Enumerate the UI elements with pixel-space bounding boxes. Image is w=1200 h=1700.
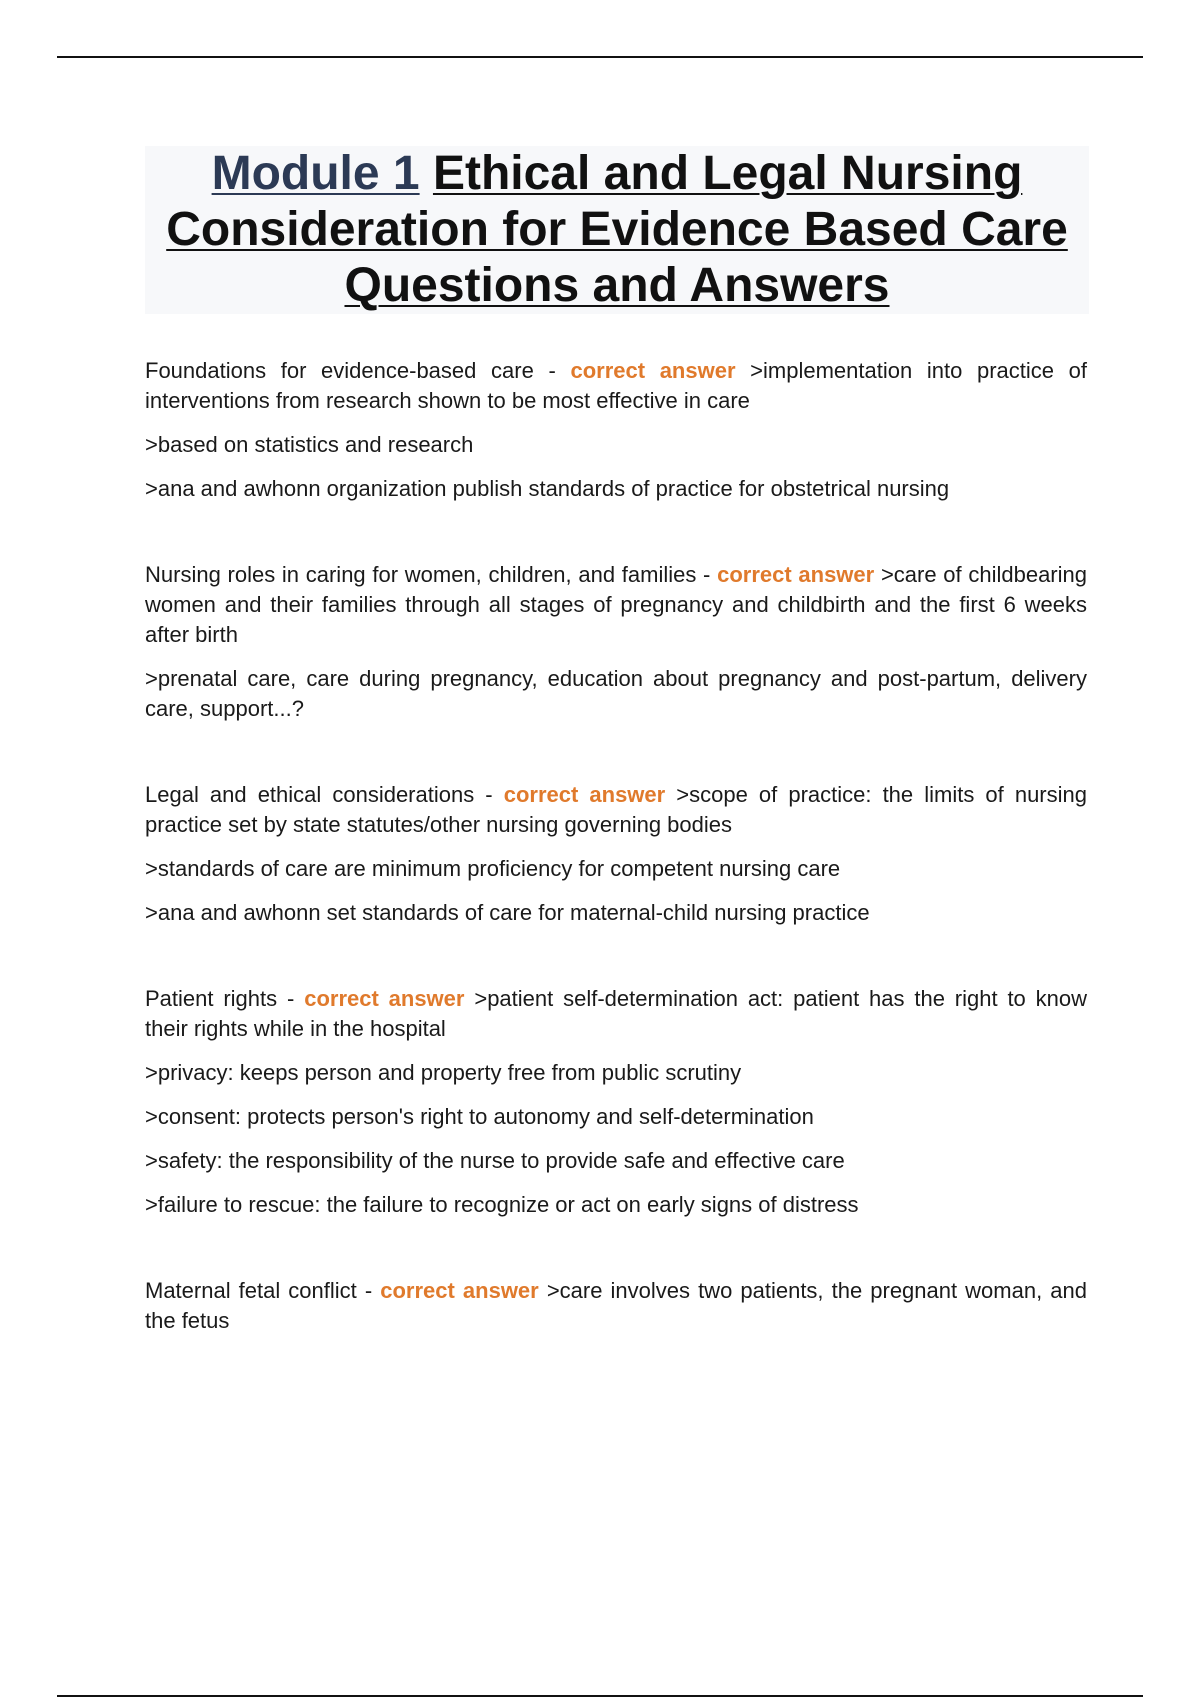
answer-detail: >failure to rescue: the failure to recognize or act on early signs of distress	[145, 1192, 859, 1217]
answer-detail: >safety: the responsibility of the nurse to provide safe and effective care	[145, 1148, 845, 1173]
answer-text: >care involves two patients, the pregnant woman, and the fetus	[145, 1278, 1087, 1333]
answer-detail: >ana and awhonn set standards of care for maternal-child nursing practice	[145, 900, 870, 925]
answer-text: >patient self-determination act: patient has the right to know their rights while in the hospital	[145, 986, 1088, 1041]
question-text: Legal and ethical considerations	[145, 782, 475, 807]
correct-answer-marker: correct answer	[304, 986, 465, 1011]
question-text: Patient rights	[145, 986, 278, 1011]
qa-question-line	[145, 1276, 1087, 1336]
answer-text: >implementation into practice of interventions from research shown to be most effective in care	[145, 358, 1087, 413]
question-text: Nursing roles in caring for women, children, and families	[145, 562, 697, 587]
separator: -	[696, 562, 718, 587]
correct-answer-marker: correct answer	[380, 1278, 539, 1303]
answer-detail: >standards of care are minimum proficiency for competent nursing care	[145, 856, 841, 881]
qa-question-line	[145, 560, 1087, 650]
qa-question-line	[145, 780, 1087, 840]
answer-detail: >privacy: keeps person and property free from public scrutiny	[145, 1060, 742, 1085]
qa-item	[145, 984, 1087, 1220]
answer-detail: >prenatal care, care during pregnancy, education about pregnancy and post-partum, delivery care, support...?	[145, 666, 1087, 721]
title-block	[145, 146, 1089, 314]
correct-answer-marker: correct answer	[717, 562, 875, 587]
answer-text: >care of childbearing women and their families through all stages of pregnancy and childbirth and the first 6 weeks after birth	[145, 562, 1087, 647]
bottom-divider	[57, 1695, 1143, 1697]
qa-list	[145, 356, 1087, 1392]
qa-item	[145, 356, 1087, 504]
correct-answer-marker: correct answer	[570, 358, 736, 383]
module-label: Module 1	[211, 147, 420, 200]
qa-item	[145, 1276, 1087, 1336]
qa-item	[145, 560, 1087, 724]
qa-question-line	[145, 356, 1087, 416]
top-divider	[57, 56, 1143, 58]
title-heading: Ethical and Legal Nursing Consideration for Evidence Based Care Questions and Answers	[166, 147, 1068, 312]
correct-answer-marker: correct answer	[503, 782, 666, 807]
question-text: Foundations for evidence-based care	[145, 358, 534, 383]
separator: -	[277, 986, 305, 1011]
answer-detail: >consent: protects person's right to autonomy and self-determination	[145, 1104, 814, 1129]
separator: -	[533, 358, 571, 383]
separator: -	[474, 782, 504, 807]
qa-item	[145, 780, 1087, 928]
answer-detail: >ana and awhonn organization publish standards of practice for obstetrical nursing	[145, 476, 950, 501]
page-title	[145, 146, 1089, 314]
answer-text: >scope of practice: the limits of nursing practice set by state statutes/other nursing governing bodies	[145, 782, 1087, 837]
answer-detail: >based on statistics and research	[145, 432, 474, 457]
question-text: Maternal fetal conflict	[145, 1278, 357, 1303]
separator: -	[356, 1278, 381, 1303]
qa-question-line	[145, 984, 1087, 1044]
